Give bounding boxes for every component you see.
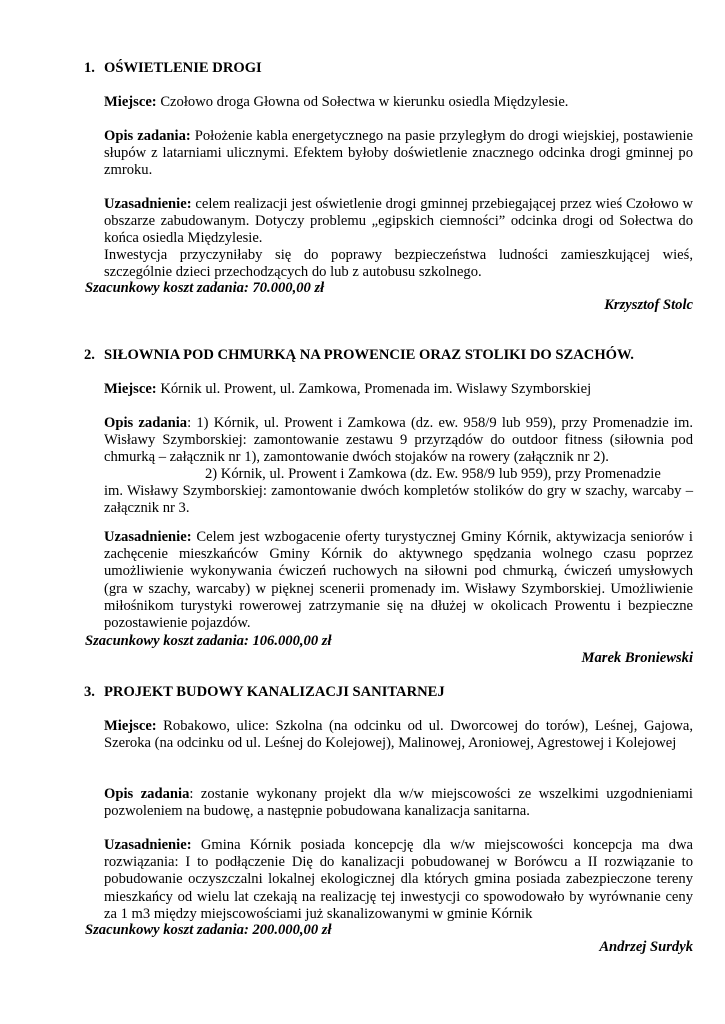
- section-3-uzasadnienie: Uzasadnienie: Gmina Kórnik posiada koncepcję dla w/w miejscowości koncepcja ma dwa rozwiązania: I to podłączenie Dię do kanalizacji pobudowanej w Borówcu a II rozwiązanie to pobudowanie oczyszczalni lokalnej ekologicznej dla których gmina posiada zabezpieczone tereny mieszkańcy od wielu lat czekają na realizację tej inwestycji co spowodowało by wyrównanie ceny za 1 m3 między miejscowościami już skanalizowanymi w gminie Kórnik: [104, 837, 693, 922]
- section-3-author: Andrzej Surdyk: [599, 939, 693, 955]
- section-1-uzasadnienie: Uzasadnienie: celem realizacji jest oświetlenie drogi gminnej przebiegającej przez wieś Czołowo w obszarze zabudowanym. Dotyczy problemu „egipskich ciemności” odcinka drogi od Sołectwa do końca osiedla Międzylesie.: [104, 196, 693, 247]
- section-1-author: Krzysztof Stolc: [604, 297, 693, 313]
- section-2-miejsce: Miejsce: Kórnik ul. Prowent, ul. Zamkowa, Promenada im. Wislawy Szymborskiej: [104, 381, 592, 397]
- section-3-miejsce: Miejsce: Robakowo, ulice: Szkolna (na odcinku od ul. Dworcowej do torów), Leśnej, Gajowa, Szeroka (na odcinku od ul. Leśnej do Kolejowej), Malinowej, Aroniowej, Agrestowej i Kolejowej: [104, 718, 693, 752]
- section-2-opis-item-2: 2) Kórnik, ul. Prowent i Zamkowa (dz. Ew. 958/9 lub 959), przy Promenadzie im. Wisławy Szymborskiej: zamontowanie dwóch kompletów stolików do gry w szachy, warcaby – załącznik nr 3.: [104, 466, 693, 517]
- section-1-cost: Szacunkowy koszt zadania: 70.000,00 zł: [85, 280, 325, 296]
- section-2-cost: Szacunkowy koszt zadania: 106.000,00 zł: [85, 633, 332, 649]
- section-1-miejsce: Miejsce: Czołowo droga Głowna od Sołectwa w kierunku osiedla Międzylesie.: [104, 94, 569, 110]
- section-2-title: 2. SIŁOWNIA POD CHMURKĄ NA PROWENCIE ORAZ STOLIKI DO SZACHÓW.: [84, 347, 634, 363]
- section-1-opis: Opis zadania: Położenie kabla energetycznego na pasie przyległym do drogi wiejskiej, postawienie słupów z latarniami ulicznymi. Efektem byłoby doświetlenie znacznego odcinka drogi gminnej po zmroku.: [104, 128, 693, 179]
- section-3-opis: Opis zadania: zostanie wykonany projekt dla w/w miejscowości ze wszelkimi uzgodnieniami pozwoleniem na budowę, a następnie pobudowana kanalizacja sanitarna.: [104, 786, 693, 820]
- section-1-title: 1. OŚWIETLENIE DROGI: [84, 60, 262, 76]
- section-3-cost: Szacunkowy koszt zadania: 200.000,00 zł: [85, 922, 332, 938]
- section-1-uzasadnienie-cont: Inwestycja przyczyniłaby się do poprawy bezpieczeństwa ludności zamieszkującej wieś, szczególnie dzieci przechodzących do lub z autobusu szkolnego.: [104, 247, 693, 281]
- section-2-opis: Opis zadania: 1) Kórnik, ul. Prowent i Zamkowa (dz. ew. 958/9 lub 959), przy Promenadzie im. Wisławy Szymborskiej: zamontowanie zestawu 9 przyrządów do outdoor fitness (siłownia pod chmurką – załącznik nr 1), zamontowanie dwóch stojaków na rowery (załącznik nr 2).: [104, 415, 693, 466]
- section-3-title: 3. PROJEKT BUDOWY KANALIZACJI SANITARNEJ: [84, 684, 445, 700]
- section-2-author: Marek Broniewski: [581, 650, 693, 666]
- section-2-uzasadnienie: Uzasadnienie: Celem jest wzbogacenie oferty turystycznej Gminy Kórnik, aktywizacja seniorów i zachęcenie mieszkańców Gminy Kórnik do aktywnego spędzania wolnego czasu poprzez umożliwienie wykonywania ćwiczeń ruchowych na siłowni pod chmurką, ćwiczeń umysłowych (gra w szachy, warcaby) w pięknej scenerii promenady im. Wisławy Szymborskiej. Umożliwienie miłośnikom turystyki rowerowej zatrzymanie się na dłużej w okolicach Prowentu i bezpieczne pozostawienie pojazdów.: [104, 529, 693, 632]
